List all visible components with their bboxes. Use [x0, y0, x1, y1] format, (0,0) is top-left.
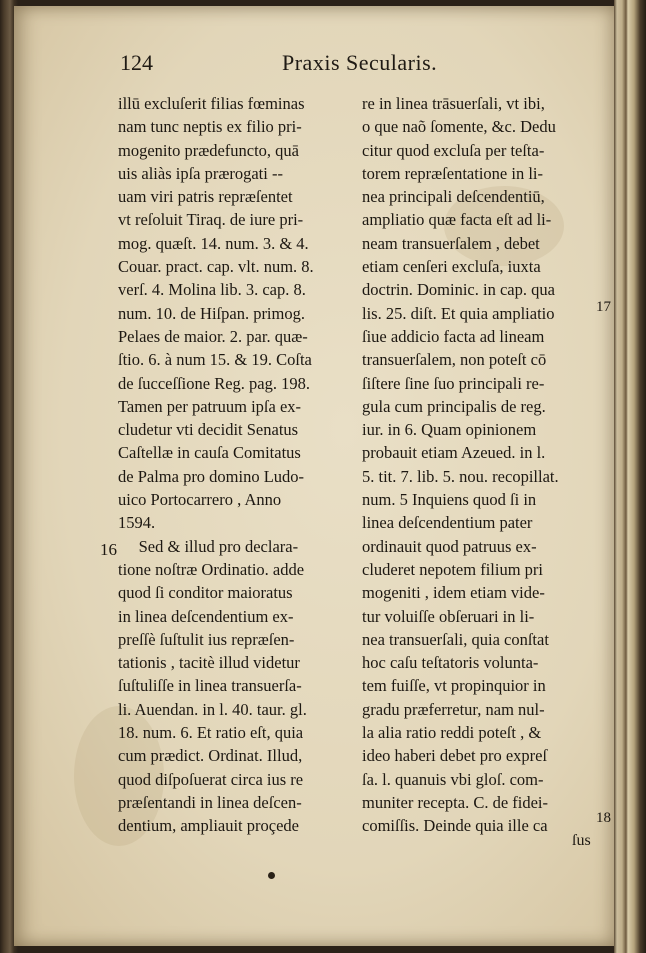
text-line: transuerſalem, non poteſt cō [362, 350, 547, 370]
text-line: quod ſi conditor maioratus [118, 583, 293, 603]
text-line: probauit etiam Azeued. in l. [362, 443, 546, 463]
ink-dot [268, 872, 275, 879]
text-line: uico Portocarrero , Anno [118, 490, 282, 510]
text-line: ſiue addicio facta ad lineam [362, 326, 545, 346]
text-line: præſentandi in linea deſcen- [118, 792, 302, 812]
text-line: de ſucceſſione Reg. pag. 198. [118, 373, 310, 393]
text-line: ſiſtere ſine ſuo principali re- [362, 373, 545, 393]
margin-number: 17 [596, 299, 611, 315]
text-line: ſa. l. quanuis vbi gloſ. com- [362, 769, 544, 789]
text-line: 1594. [118, 513, 156, 533]
text-line: ſtio. 6. à num 15. & 19. Coſta [118, 350, 312, 370]
text-line: gula cum principalis de reg. [362, 396, 546, 416]
text-line: tione noſtræ Ordinatio. adde [118, 559, 305, 579]
text-line: preſſè ſuſtulit ius repræſen- [118, 629, 295, 649]
text-line: tem fuiſſe, vt propinquior in [362, 676, 546, 696]
text-line: in linea deſcendentium ex- [118, 606, 294, 626]
text-line: comiſſis. Deinde quia ille ca [362, 816, 548, 836]
text-line: Couar. pract. cap. vlt. num. 8. [118, 257, 314, 277]
text-line: Caſtellæ in cauſa Comitatus [118, 443, 301, 463]
text-line: mog. quæſt. 14. num. 3. & 4. [118, 233, 309, 253]
margin-number: 16 [100, 540, 117, 559]
page-edges [614, 0, 646, 953]
text-line: ſuſtuliſſe in linea transuerſa- [118, 676, 302, 696]
text-line: citur quod excluſa per teſta- [362, 140, 545, 160]
text-column-right [362, 92, 610, 838]
text-line: illū excluſerit filias fœminas [118, 94, 305, 113]
text-line: num. 5 Inquiens quod ſi in [362, 490, 537, 510]
text-line: ideo haberi debet pro expreſ [362, 746, 548, 766]
text-line: num. 10. de Hiſpan. primog. [118, 303, 305, 323]
text-line: nam tunc neptis ex filio pri- [118, 117, 302, 137]
text-line: hoc caſu teſtatoris volunta- [362, 653, 539, 673]
text-line: uam viri patris repræſentet [118, 187, 293, 207]
text-line: etiam cenſeri excluſa, iuxta [362, 257, 541, 277]
text-line: ordinauit quod patruus ex- [362, 536, 537, 556]
text-line: nea principali deſcendentiū, [362, 187, 545, 207]
text-line: tationis , tacitè illud videtur [118, 653, 300, 673]
text-line: Sed & illud pro declara- [118, 536, 299, 556]
margin-number: 18 [596, 810, 611, 826]
text-line: mogeniti , idem etiam vide- [362, 583, 545, 603]
text-line: linea deſcendentium pater [362, 513, 533, 533]
text-line: re in linea trāsuerſali, vt ibi, [362, 94, 545, 113]
text-line: la alia ratio reddi poteſt , & [362, 723, 542, 743]
text-line: nea transuerſali, quia conſtat [362, 629, 549, 649]
text-line: lis. 25. diſt. Et quia ampliatio [362, 303, 555, 323]
text-line: li. Auendan. in l. 40. taur. gl. [118, 699, 307, 719]
folio-number: 124 [120, 50, 153, 75]
text-line: de Palma pro domino Ludo- [118, 466, 305, 486]
text-line: dentium, ampliauit proçede [118, 816, 299, 836]
text-line: gradu præferretur, nam nul- [362, 699, 545, 719]
text-line: Pelaes de maior. 2. par. quæ- [118, 326, 308, 346]
text-line: cluderet nepotem filium pri [362, 559, 543, 579]
text-line: quod diſpoſuerat circa ius re [118, 769, 304, 789]
text-line: neam transuerſalem , debet [362, 233, 540, 253]
catchword: ſus [572, 832, 591, 849]
text-line: doctrin. Dominic. in cap. qua [362, 280, 555, 300]
text-line: o que naõ ſomente, &c. Dedu [362, 117, 556, 137]
text-line: mogenito prædefuncto, quā [118, 140, 300, 160]
text-line: cludetur vti decidit Senatus [118, 420, 299, 440]
text-line: vt reſoluit Tiraq. de iure pri- [118, 210, 304, 230]
text-line: cum prædict. Ordinat. Illud, [118, 746, 303, 766]
running-head: Praxis Secularis. [282, 50, 438, 75]
text-line: tur voluiſſe obſeruari in li- [362, 606, 535, 626]
text-line: 5. tit. 7. lib. 5. nou. recopillat. [362, 466, 559, 486]
text-line: iur. in 6. Quam opinionem [362, 420, 537, 440]
text-column-left [118, 92, 358, 838]
text-line: Tamen per patruum ipſa ex- [118, 396, 302, 416]
text-line: muniter recepta. C. de fidei- [362, 792, 549, 812]
text-line: verſ. 4. Molina lib. 3. cap. 8. [118, 280, 306, 300]
text-line: torem repræſentatione in li- [362, 163, 543, 183]
text-line: uis aliàs ipſa prærogati -- [118, 163, 283, 183]
text-line: ampliatio quæ facta eſt ad li- [362, 210, 552, 230]
text-line: 18. num. 6. Et ratio eſt, quia [118, 723, 304, 743]
